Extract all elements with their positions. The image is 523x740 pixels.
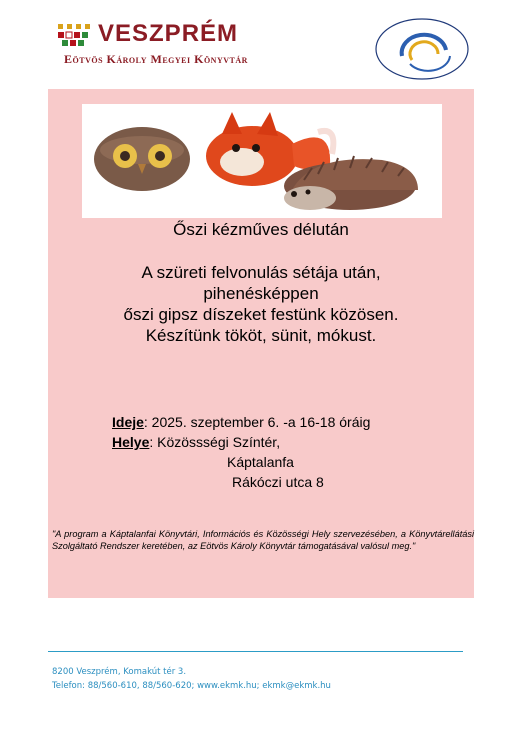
footer-address: 8200 Veszprém, Komakút tér 3. xyxy=(52,667,187,677)
place-value: : Közössségi Színtér, xyxy=(149,434,281,450)
footer xyxy=(52,665,331,693)
letterhead xyxy=(0,0,523,90)
date-value: : 2025. szeptember 6. -a 16-18 óráig xyxy=(143,414,371,430)
description-line: őszi gipsz díszeket festünk közösen. xyxy=(123,305,399,324)
place-label: Helye xyxy=(112,434,150,450)
footer-divider xyxy=(48,651,463,652)
crafts-photo xyxy=(82,104,442,218)
date-label: Ideje xyxy=(112,414,144,430)
description-line: Készítünk tököt, sünit, mókust. xyxy=(145,326,377,345)
library-name: VESZPRÉM xyxy=(98,20,239,47)
library-subtitle: Eötvös Károly Megyei Könyvtár xyxy=(64,52,248,66)
place-town: Káptalanfa xyxy=(227,454,294,470)
place-street: Rákóczi utca 8 xyxy=(232,474,324,490)
description-line: A szüreti felvonulás sétája után, xyxy=(141,263,381,282)
date-row xyxy=(112,412,370,432)
place-row xyxy=(112,432,370,452)
footer-contact: Telefon: 88/560-610, 88/560-620; www.ekmk.hu; ekmk@ekmk.hu xyxy=(52,681,331,691)
figurines-image xyxy=(82,104,442,218)
event-description xyxy=(48,262,474,346)
crown-logo-icon xyxy=(56,22,94,48)
description-line: pihenésképpen xyxy=(203,284,319,303)
event-details xyxy=(112,412,370,492)
sponsor-note: "A program a Káptalanfai Könyvtári, Információs és Közösségi Hely szervezésében, a Könyvtárellátási Szolgáltató Rendszer keretében, az Eötvös Károly Könyvtár támogatásával valósul meg." xyxy=(52,529,474,551)
quality-seal-icon xyxy=(372,16,472,82)
event-title: Őszi kézműves délután xyxy=(173,220,349,239)
